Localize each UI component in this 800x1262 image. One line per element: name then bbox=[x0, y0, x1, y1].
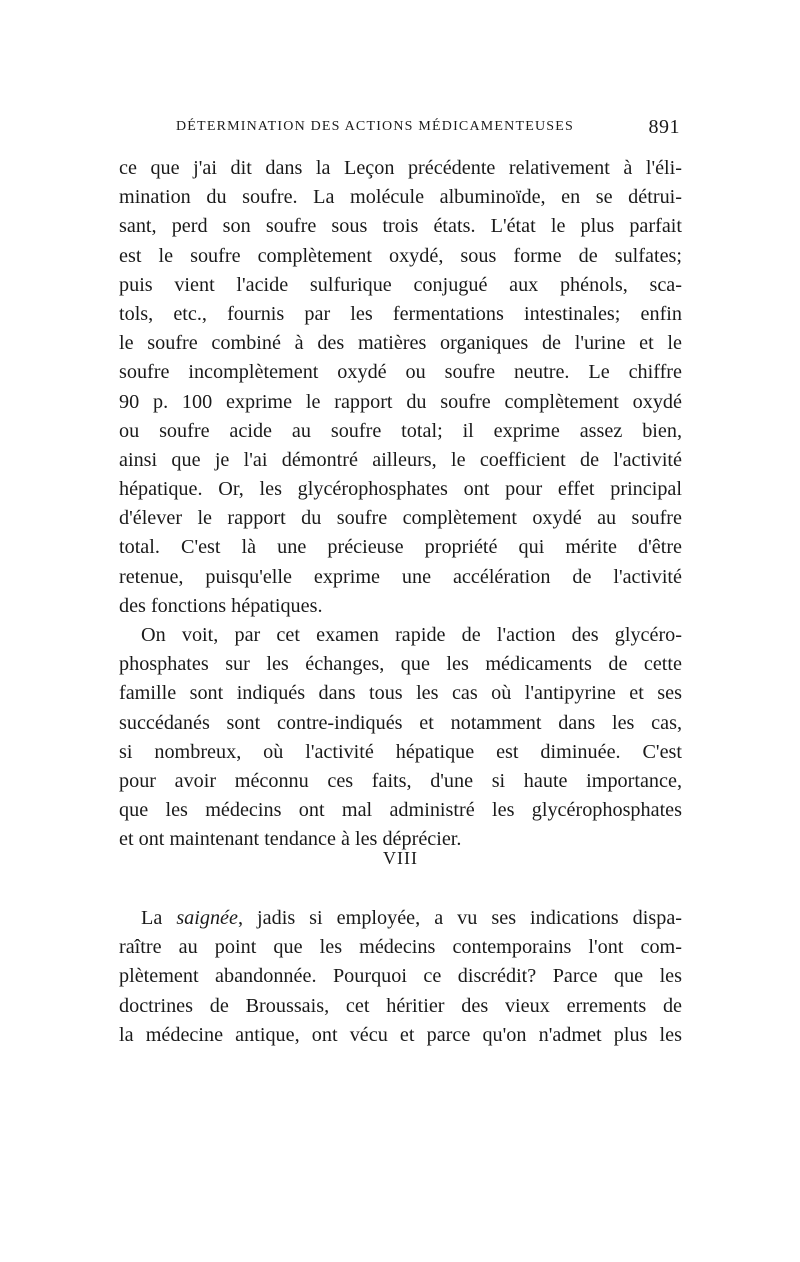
text-run: , jadis si employée, a vu ses indications dispa- bbox=[237, 907, 682, 929]
paragraph-sulfur-elimination bbox=[119, 154, 682, 621]
text-line: tols, etc., fournis par les fermentations intestinales; enfin bbox=[119, 302, 682, 325]
page-number: 891 bbox=[648, 116, 680, 138]
text-line: ou soufre acide au soufre total; il exprime assez bien, bbox=[119, 419, 682, 442]
text-line: la médecine antique, ont vécu et parce qu'on n'admet plus les bbox=[119, 1023, 682, 1046]
italic-term: saignée bbox=[176, 907, 238, 929]
text-line: doctrines de Broussais, cet héritier des vieux errements de bbox=[119, 994, 682, 1017]
text-line: est le soufre complètement oxydé, sous forme de sulfates; bbox=[119, 244, 682, 267]
text-line: raître au point que les médecins contemporains l'ont com- bbox=[119, 936, 682, 959]
text-line: plètement abandonnée. Pourquoi ce discrédit? Parce que les bbox=[119, 965, 682, 988]
text-line: 90 p. 100 exprime le rapport du soufre complètement oxydé bbox=[119, 390, 682, 413]
text-line: ainsi que je l'ai démontré ailleurs, le coefficient de l'activité bbox=[119, 448, 682, 471]
text-line: si nombreux, où l'activité hépatique est diminuée. C'est bbox=[119, 740, 682, 763]
text-line: soufre incomplètement oxydé ou soufre neutre. Le chiffre bbox=[119, 361, 682, 384]
text-line: des fonctions hépatiques. bbox=[119, 594, 323, 617]
running-head bbox=[176, 116, 680, 142]
text-line: d'élever le rapport du soufre complètement oxydé au soufre bbox=[119, 507, 682, 530]
text-line: succédanés sont contre-indiqués et notamment dans les cas, bbox=[119, 711, 682, 734]
text-block-lower bbox=[119, 904, 682, 1050]
text-line: puis vient l'acide sulfurique conjugué aux phénols, sca- bbox=[119, 273, 682, 296]
text-line: famille sont indiqués dans tous les cas où l'antipyrine et ses bbox=[119, 682, 682, 705]
text-line: ce que j'ai dit dans la Leçon précédente relativement à l'éli- bbox=[119, 157, 682, 179]
text-line: sant, perd son soufre sous trois états. L'état le plus parfait bbox=[119, 215, 682, 238]
text-line: phosphates sur les échanges, que les médicaments de cette bbox=[119, 653, 682, 676]
paragraph-saignee bbox=[119, 904, 682, 1050]
text-line: que les médecins ont mal administré les glycérophosphates bbox=[119, 799, 682, 822]
section-heading: VIII bbox=[383, 848, 418, 868]
text-line: retenue, puisqu'elle exprime une accélération de l'activité bbox=[119, 565, 682, 588]
running-title: DÉTERMINATION DES ACTIONS MÉDICAMENTEUSES bbox=[176, 119, 575, 134]
text-line: hépatique. Or, les glycérophosphates ont pour effet principal bbox=[119, 478, 682, 501]
text-line: et ont maintenant tendance à les déprécier. bbox=[119, 828, 462, 851]
text-block-upper bbox=[119, 154, 682, 855]
text-line: pour avoir méconnu ces faits, d'une si haute importance, bbox=[119, 769, 682, 792]
text-line: total. C'est là une précieuse propriété qui mérite d'être bbox=[119, 536, 682, 559]
text-line: On voit, par cet examen rapide de l'action des glycéro- bbox=[141, 624, 682, 646]
paragraph-glycerophosphates bbox=[119, 621, 682, 855]
text-run: La bbox=[141, 907, 177, 929]
text-line: le soufre combiné à des matières organiques de l'urine et le bbox=[119, 332, 682, 355]
text-line: mination du soufre. La molécule albuminoïde, en se détrui- bbox=[119, 186, 682, 209]
text-line bbox=[119, 904, 682, 933]
